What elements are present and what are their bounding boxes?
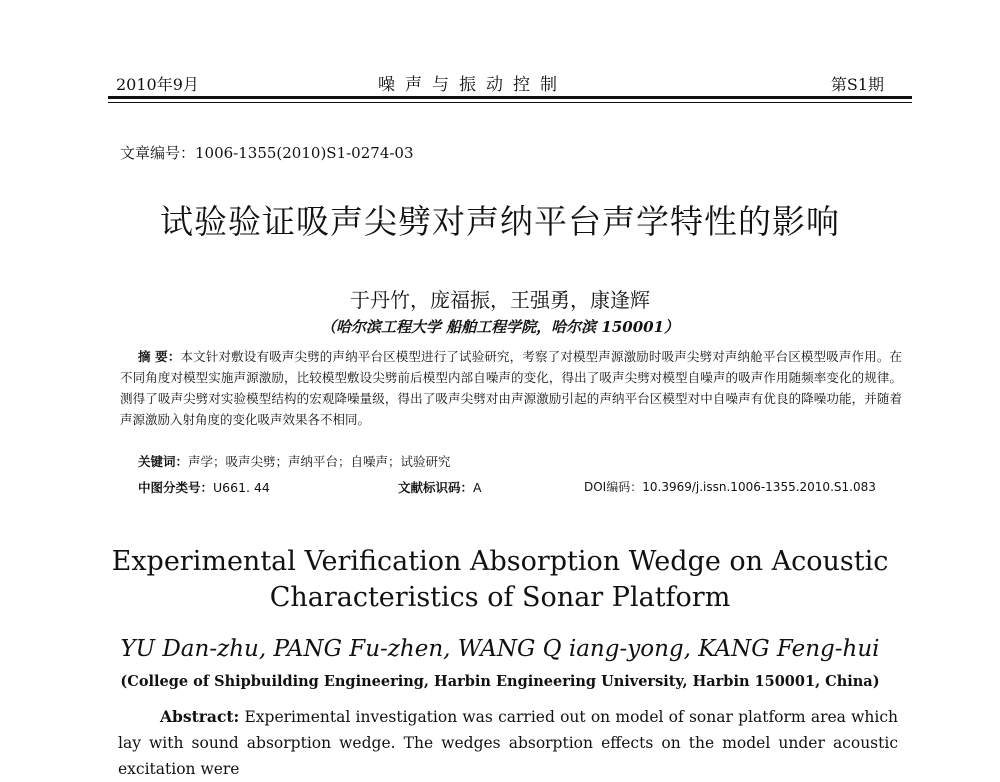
abstract-english — [118, 704, 898, 782]
abstract-english-text: Experimental investigation was carried out on model of sonar platform area which lay with sound absorption wedge. The wedges absorption effects on the model under acoustic excitation were — [118, 708, 898, 778]
keywords-text: 声学；吸声尖劈；声纳平台；自噪声；试验研究 — [188, 454, 451, 469]
abstract-chinese-text: 本文针对敷设有吸声尖劈的声纳平台区模型进行了试验研究，考察了对模型声源激励时吸声尖劈对声纳舱平台区模型吸声作用。在不同角度对模型实施声源激励，比较模型敷设尖劈前后模型内部自噪声的变化，得出了吸声尖劈对模型自噪声的吸声作用随频率变化的规律。测得了吸声尖劈对实验模型结构的宏观降噪量级，得出了吸声尖劈对由声源激励引起的声纳平台区模型对中自噪声有优良的降噪功能，并随着声源激励入射角度的变化吸声效果各不相同。 — [120, 349, 902, 427]
abstract-chinese-label: 摘 要： — [138, 349, 181, 364]
doi-value: 10.3969/j.issn.1006-1355.2010.S1.083 — [642, 480, 876, 494]
header-rule-thin — [108, 102, 912, 103]
document-code — [398, 478, 482, 496]
doi-label: DOI编码： — [584, 480, 643, 494]
document-code-label: 文献标识码： — [398, 480, 474, 495]
keywords-label: 关键词： — [138, 454, 189, 469]
classification-value: U661. 44 — [213, 480, 270, 495]
affiliation-english: (College of Shipbuilding Engineering, Harbin Engineering University, Harbin 150001, China) — [120, 673, 880, 690]
doi — [584, 478, 876, 495]
classification-code — [138, 478, 270, 496]
abstract-chinese — [120, 346, 902, 430]
article-number: 文章编号：1006-1355(2010)S1-0274-03 — [120, 144, 414, 162]
classification-label: 中图分类号： — [138, 480, 214, 495]
abstract-english-label: Abstract: — [160, 707, 240, 726]
document-code-value: A — [473, 480, 482, 495]
keywords-chinese — [138, 452, 451, 470]
header-rule-thick — [108, 96, 912, 99]
authors-chinese: 于丹竹，庞福振，王强勇，康逢辉 — [350, 288, 650, 312]
title-chinese: 试验验证吸声尖劈对声纳平台声学特性的影响 — [160, 202, 840, 241]
title-english-line2: Characteristics of Sonar Platform — [269, 582, 731, 613]
running-header-journal: 噪声与振动控制 — [378, 75, 567, 95]
title-english — [0, 544, 1000, 616]
authors-english: YU Dan-zhu, PANG Fu-zhen, WANG Q iang-yong, KANG Feng-hui — [120, 636, 880, 662]
running-header-date: 2010年9月 — [116, 75, 199, 94]
running-header-issue: 第S1期 — [830, 75, 884, 94]
title-english-line1: Experimental Verification Absorption Wedge on Acoustic — [111, 546, 889, 577]
affiliation-chinese: （哈尔滨工程大学 船舶工程学院，哈尔滨 150001） — [320, 318, 680, 336]
